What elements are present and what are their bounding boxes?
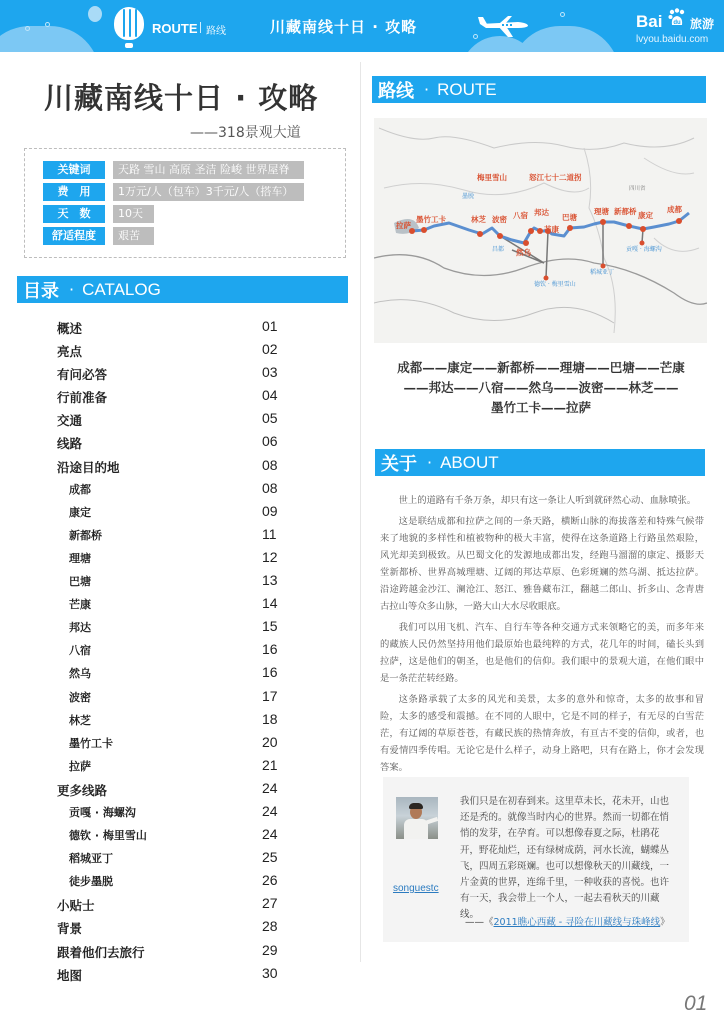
info-key: 关键词 xyxy=(43,161,105,179)
toc-item-label: 墨竹工卡 xyxy=(69,736,113,750)
toc-item-page: 25 xyxy=(262,849,278,866)
toc-item-page: 24 xyxy=(262,779,278,796)
map-label: 贡嘎 · 海螺沟 xyxy=(626,246,662,253)
map-label: 然乌 xyxy=(516,248,531,257)
info-value: 10天 xyxy=(113,205,154,223)
page-number: 01 xyxy=(684,992,708,1015)
balloon-icon xyxy=(88,6,102,22)
toc-item-label: 亮点 xyxy=(57,344,83,360)
toc-item-label: 跟着他们去旅行 xyxy=(57,944,145,960)
toc-item-page: 08 xyxy=(262,479,278,496)
toc-item[interactable] xyxy=(56,708,296,731)
toc-item[interactable] xyxy=(56,869,296,892)
map-stop xyxy=(544,276,549,281)
toc-item-page: 30 xyxy=(262,964,278,981)
divider xyxy=(200,22,201,33)
toc-item-page: 26 xyxy=(262,872,278,889)
toc-item-page: 15 xyxy=(262,618,278,635)
map-label: 林芝 xyxy=(471,215,486,224)
toc-item-label: 德钦 · 梅里雪山 xyxy=(69,829,147,843)
info-row-days xyxy=(43,205,154,223)
toc-item-page: 17 xyxy=(262,687,278,704)
svg-text:du: du xyxy=(673,20,681,26)
toc-item[interactable] xyxy=(56,754,296,777)
banner-title: 川藏南线十日 · 攻略 xyxy=(270,18,418,36)
about-header: 关于 · ABOUT xyxy=(375,449,705,476)
toc-item-label: 理塘 xyxy=(69,551,91,565)
toc-item[interactable] xyxy=(56,800,296,823)
toc-item-label: 芒康 xyxy=(69,598,91,612)
username-link[interactable]: songuestc xyxy=(393,883,439,894)
map-stop xyxy=(537,228,543,234)
toc-item[interactable] xyxy=(56,523,296,546)
toc-item-label: 邦达 xyxy=(69,621,91,635)
quote-text: 我们只是在初春到来。这里草未长，花未开，山也还是秃的。就像当时内心的世界。然而一切都在悄悄的发芽，在孕育。可以想像春夏之际，杜鹃花开，野花灿烂，还有绿树成荫，河水长流，蝴蝶丛飞，四周五彩斑斓。也可以想像秋天的川藏线，一片金黄的世界，连绵千里，一种收获的喜悦。也许有一天，我会带上一个人，一起去看秋天的川藏线。 xyxy=(460,796,670,921)
toc-item[interactable] xyxy=(56,477,296,500)
page-subtitle: ——318景观大道 xyxy=(190,125,301,141)
route-title-cn: 路线 xyxy=(378,80,414,102)
toc-item-label: 贡嘎 · 海螺沟 xyxy=(69,805,136,819)
quote-source: ——《2011瞧心西藏 - 寻险在川藏线与珠峰线》 xyxy=(465,917,670,928)
map-label: 墨竹工卡 xyxy=(416,215,446,224)
baidu-url: lvyou.baidu.com xyxy=(636,34,709,45)
toc-item-label: 波密 xyxy=(69,690,91,704)
route-title-en: ROUTE xyxy=(437,79,497,99)
toc-item-page: 28 xyxy=(262,918,278,935)
toc-item[interactable] xyxy=(56,915,296,938)
about-title-cn: 关于 xyxy=(381,453,417,475)
toc-item[interactable] xyxy=(56,638,296,661)
map-stop xyxy=(497,233,503,239)
toc-item-label: 交通 xyxy=(57,413,83,429)
toc-item-page: 01 xyxy=(262,318,278,334)
page-title: 川藏南线十日 · 攻略 xyxy=(44,81,319,115)
route-header: 路线 · ROUTE xyxy=(372,76,706,103)
toc-item-page: 06 xyxy=(262,433,278,450)
toc-item-page: 29 xyxy=(262,941,278,958)
toc-item[interactable] xyxy=(56,430,296,453)
info-value: 艰苦 xyxy=(113,227,154,245)
map-label: 新都桥 xyxy=(614,207,637,216)
toc-item-page: 21 xyxy=(262,756,278,773)
map-stop xyxy=(477,231,483,237)
toc-item[interactable] xyxy=(56,546,296,569)
about-paragraph: 我们可以用飞机、汽车、自行车等各种交通方式来领略它的美，而多年来的藏族人民仍然坚持用他们最原始也最纯粹的方式，花几年的时间，磕长头到拉萨，这是他们的朝圣，也是他们的信仰。我们眼中的景观大道，在他们眼中是一条茫茫转经路。 xyxy=(380,622,704,684)
toc-item-label: 稻城亚丁 xyxy=(69,852,113,866)
avatar[interactable] xyxy=(396,797,438,839)
map-label: 墨脱 xyxy=(462,193,475,200)
map-label: 拉萨 xyxy=(396,221,411,230)
toc-item-label: 地图 xyxy=(57,967,83,983)
map-label: 康定 xyxy=(638,211,653,220)
toc-item[interactable] xyxy=(56,892,296,915)
toc-item-page: 24 xyxy=(262,826,278,843)
toc-item-label: 康定 xyxy=(69,505,91,519)
toc-item-label: 八宿 xyxy=(69,644,91,658)
toc-item-label: 巴塘 xyxy=(69,575,91,589)
route-label: ROUTE xyxy=(152,21,198,36)
map-label: 邦达 xyxy=(534,208,549,217)
toc-item[interactable] xyxy=(56,661,296,684)
toc-item-page: 02 xyxy=(262,341,278,358)
toc-item-label: 线路 xyxy=(57,436,83,452)
toc-item-label: 更多线路 xyxy=(57,782,108,798)
toc-item[interactable] xyxy=(56,361,296,384)
map-label: 巴塘 xyxy=(562,213,577,222)
toc-item-page: 13 xyxy=(262,572,278,589)
info-value: 1万元/人（包车）3千元/人（搭车） xyxy=(113,183,304,201)
toc-item[interactable] xyxy=(56,592,296,615)
cloud-decoration xyxy=(0,26,100,52)
map-label: 德钦 · 梅里雪山 xyxy=(534,281,576,288)
map-label: 梅里雪山 xyxy=(477,173,507,182)
toc-item-page: 14 xyxy=(262,595,278,612)
about-paragraph: 世上的道路有千条万条，却只有这一条让人听到就砰然心动、血脉喷张。 xyxy=(398,495,697,506)
map-label: 怒江七十二道拐 xyxy=(529,173,582,182)
toc-item-page: 12 xyxy=(262,548,278,565)
map-label: 成都 xyxy=(667,205,682,214)
airplane-icon xyxy=(478,14,530,38)
toc-item-page: 18 xyxy=(262,710,278,727)
toc-item-page: 16 xyxy=(262,641,278,658)
map-stop xyxy=(640,241,645,246)
map-stop xyxy=(528,228,534,234)
toc-item-label: 林芝 xyxy=(69,713,91,727)
info-value: 天路 雪山 高原 圣洁 险峻 世界屋脊 xyxy=(113,161,304,179)
info-key: 舒适程度 xyxy=(43,227,105,245)
toc-item-page: 24 xyxy=(262,802,278,819)
info-row-comfort xyxy=(43,227,154,245)
toc-item[interactable] xyxy=(56,823,296,846)
catalog-header: 目录 · CATALOG xyxy=(17,276,348,303)
toc-item-label: 新都桥 xyxy=(69,528,102,542)
baidu-paw-icon xyxy=(668,8,686,26)
toc-item-page: 03 xyxy=(262,364,278,381)
route-stops-text: 成都——康定——新都桥——理塘——巴塘——芒康 ——邦达——八宿——然乌——波密——林芝—— 墨竹工卡——拉萨 xyxy=(397,360,685,415)
toc-item[interactable] xyxy=(56,315,296,338)
route-label-cn: 路线 xyxy=(206,26,226,37)
map-label: 稻城亚丁 xyxy=(590,269,615,276)
toc-item-page: 04 xyxy=(262,387,278,404)
column-divider xyxy=(360,62,361,962)
circle-decoration xyxy=(45,22,50,27)
toc-item-page: 08 xyxy=(262,456,278,473)
toc-item-label: 成都 xyxy=(69,482,91,496)
toc-item-page: 27 xyxy=(262,895,278,912)
balloon-icon xyxy=(114,7,144,40)
about-text xyxy=(380,492,704,780)
toc-item[interactable] xyxy=(56,500,296,523)
toc-item[interactable] xyxy=(56,939,296,962)
map-label: 理塘 xyxy=(594,207,609,216)
toc-item[interactable] xyxy=(56,962,296,985)
info-key: 费 用 xyxy=(43,183,105,201)
baidu-lvyou-label: 旅游 xyxy=(690,17,715,31)
toc-item-label: 有问必答 xyxy=(57,367,108,383)
table-of-contents xyxy=(56,315,296,985)
baidu-logo: Bai xyxy=(636,12,663,31)
toc-item[interactable] xyxy=(56,685,296,708)
toc-item[interactable] xyxy=(56,338,296,361)
toc-item[interactable] xyxy=(56,569,296,592)
toc-item[interactable] xyxy=(56,846,296,869)
circle-decoration xyxy=(25,26,30,31)
toc-item-label: 背景 xyxy=(57,921,83,937)
route-map-svg xyxy=(374,118,707,343)
info-row-cost xyxy=(43,183,304,201)
toc-item-page: 11 xyxy=(262,525,277,542)
about-paragraph: 这条路承载了太多的风光和美景，太多的意外和惊奇，太多的故事和冒险，太多的感受和震撼。在不同的人眼中，它是不同的样子，有无尽的白雪茫茫，有辽阔的草原苍苍，有藏民族的热情奔放，有亘古不变的信仰，或者，也有爱情四季传唱。无论它是什么样子，动身上路吧，只有在路上，你才会发现答案。 xyxy=(380,694,704,773)
toc-item-label: 徒步墨脱 xyxy=(69,875,113,889)
toc-item[interactable] xyxy=(56,777,296,800)
source-link[interactable]: 2011瞧心西藏 - 寻险在川藏线与珠峰线 xyxy=(493,917,661,928)
toc-item[interactable] xyxy=(56,407,296,430)
catalog-title-en: CATALOG xyxy=(82,279,161,299)
info-row-keywords xyxy=(43,161,304,179)
toc-item[interactable] xyxy=(56,731,296,754)
info-box xyxy=(24,148,346,258)
route-map xyxy=(374,118,707,343)
map-stop xyxy=(421,227,427,233)
map-stop xyxy=(601,264,606,269)
map-stop xyxy=(567,225,573,231)
toc-item[interactable] xyxy=(56,615,296,638)
toc-item-label: 概述 xyxy=(57,321,83,336)
map-label: 四川省 xyxy=(629,186,646,192)
toc-item-page: 05 xyxy=(262,410,278,427)
map-stop xyxy=(523,240,529,246)
map-stop xyxy=(600,219,606,225)
toc-item-label: 沿途目的地 xyxy=(57,459,120,475)
map-stop xyxy=(676,218,682,224)
toc-item-label: 小贴士 xyxy=(57,898,95,914)
map-label: 昌都 xyxy=(492,246,505,253)
user-quote xyxy=(383,777,689,942)
toc-item-page: 16 xyxy=(262,664,278,681)
map-stop xyxy=(640,226,646,232)
toc-item-label: 然乌 xyxy=(69,667,91,681)
toc-item[interactable] xyxy=(56,454,296,477)
about-paragraph: 这是联结成都和拉萨之间的一条天路，横断山脉的海拔落差和特殊气候带来了地貌的多样性和植被物种的极大丰富，使得在这条道路上行路虽然艰险，风光却美到极致。从巴蜀文化的发源地成都出发，经跑马溜溜的康定、摄影天堂新都桥、世界高城理塘、辽阔的邦达草原、色彩斑斓的然乌湖、抵达拉萨。沿途跨越金沙江、澜沧江、怒江、雅鲁藏布江，翻越二郎山、折多山、念青唐古拉山等众多山脉，一路大山大水尽收眼底。 xyxy=(380,516,704,612)
toc-item[interactable] xyxy=(56,384,296,407)
map-label: 八宿 xyxy=(513,211,528,220)
toc-item-label: 拉萨 xyxy=(69,759,91,773)
toc-item-page: 20 xyxy=(262,733,278,750)
info-key: 天 数 xyxy=(43,205,105,223)
toc-item-page: 09 xyxy=(262,502,278,519)
header-banner xyxy=(0,0,724,52)
map-stop xyxy=(626,223,632,229)
catalog-title-cn: 目录 xyxy=(23,280,59,302)
map-label: 芒康 xyxy=(544,225,559,234)
map-label: 波密 xyxy=(492,215,507,224)
about-title-en: ABOUT xyxy=(440,452,499,472)
toc-item-label: 行前准备 xyxy=(57,390,108,406)
circle-decoration xyxy=(560,12,565,17)
